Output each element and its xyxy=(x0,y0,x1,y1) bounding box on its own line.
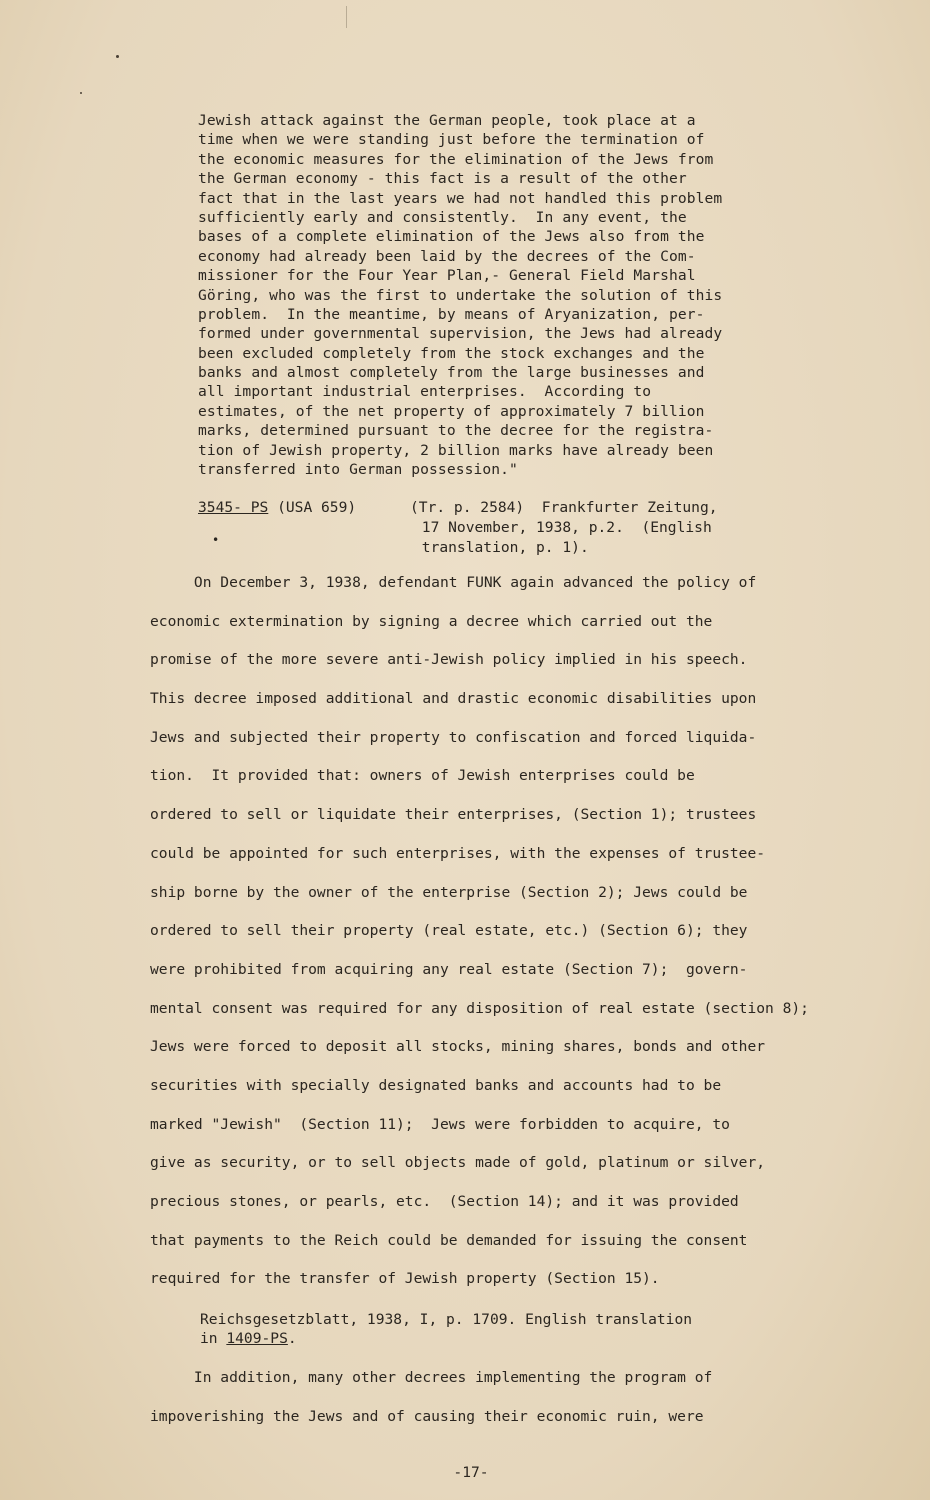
quote-line: sufficiently early and consistently. In any event, the xyxy=(198,208,687,226)
quote-line: time when we were standing just before the termination of xyxy=(198,131,705,149)
ink-speck xyxy=(80,92,82,94)
citation-reference xyxy=(198,498,410,518)
citation-line: Reichsgesetzblatt, 1938, I, p. 1709. English translation xyxy=(200,1311,693,1328)
body-line: Jews and subjected their property to confiscation and forced liquida- xyxy=(150,728,757,746)
body-line: give as security, or to sell objects made of gold, platinum or silver, xyxy=(150,1154,766,1172)
body-line: ship borne by the owner of the enterprise (Section 2); Jews could be xyxy=(150,883,748,901)
quote-line: formed under governmental supervision, the Jews had already xyxy=(198,325,723,343)
quote-line: bases of a complete elimination of the Jews also from the xyxy=(198,228,705,246)
quote-line: the German economy - this fact is a result of the other xyxy=(198,170,687,188)
quote-line: tion of Jewish property, 2 billion marks have already been xyxy=(198,441,714,459)
quote-line: fact that in the last years we had not handled this problem xyxy=(198,189,723,207)
quote-line: marks, determined pursuant to the decree for the registra- xyxy=(198,422,714,440)
body-line: could be appointed for such enterprises, with the expenses of trustee- xyxy=(150,844,766,862)
quote-line: banks and almost completely from the large businesses and xyxy=(198,364,705,382)
quote-line: problem. In the meantime, by means of Aryanization, per- xyxy=(198,305,705,323)
body-line: precious stones, or pearls, etc. (Section 14); and it was provided xyxy=(150,1193,739,1210)
citation-prefix: in xyxy=(200,1330,227,1348)
body-line: required for the transfer of Jewish property (Section 15). xyxy=(150,1270,660,1288)
body-line: securities with specially designated banks and accounts had to be xyxy=(150,1076,722,1094)
document-number: 3545- PS xyxy=(198,499,269,516)
quote-line: the economic measures for the elimination of the Jews from xyxy=(198,150,714,168)
body-line: promise of the more severe anti-Jewish policy implied in his speech. xyxy=(150,651,748,669)
body-line: mental consent was required for any disposition of real estate (section 8); xyxy=(150,999,809,1017)
quote-line: estimates, of the net property of approximately 7 billion xyxy=(198,402,705,420)
page-number: -17- xyxy=(453,1464,489,1481)
citation-block xyxy=(198,498,818,558)
quoted-passage xyxy=(198,111,798,479)
paper-mark xyxy=(346,6,357,28)
body-line: were prohibited from acquiring any real estate (Section 7); govern- xyxy=(150,960,748,978)
body-line: impoverishing the Jews and of causing their economic ruin, were xyxy=(150,1407,704,1425)
quote-line: been excluded completely from the stock exchanges and the xyxy=(198,344,705,362)
body-paragraph xyxy=(150,573,910,1308)
quote-line: Jewish attack against the German people, took place at a xyxy=(198,112,696,129)
body-line: This decree imposed additional and drastic economic disabilities upon xyxy=(150,690,757,708)
body-line: In addition, many other decrees implementing the program of xyxy=(150,1369,713,1386)
citation-source-line: translation, p. 1). xyxy=(290,539,589,556)
citation-line xyxy=(200,1329,820,1348)
exhibit-number: (USA 659) xyxy=(268,499,357,516)
quote-line: missioner for the Four Year Plan,- General Field Marshal xyxy=(198,267,696,285)
citation-suffix: . xyxy=(287,1330,297,1348)
body-line: economic extermination by signing a decree which carried out the xyxy=(150,612,713,630)
ink-speck xyxy=(116,55,119,58)
document-number: 1409-PS xyxy=(226,1330,288,1348)
quote-line: transferred into German possession." xyxy=(198,461,518,479)
body-line: that payments to the Reich could be demanded for issuing the consent xyxy=(150,1231,748,1249)
body-line: ordered to sell or liquidate their enterprises, (Section 1); trustees xyxy=(150,806,757,824)
citation-source-line: (Tr. p. 2584) Frankfurter Zeitung, xyxy=(410,499,718,516)
bullet-mark: • xyxy=(212,533,220,547)
body-line: tion. It provided that: owners of Jewish enterprises could be xyxy=(150,767,695,785)
body-line: On December 3, 1938, defendant FUNK again advanced the policy of xyxy=(150,574,757,591)
secondary-citation xyxy=(200,1310,820,1349)
continuation-paragraph xyxy=(150,1368,910,1445)
body-line: marked "Jewish" (Section 11); Jews were forbidden to acquire, to xyxy=(150,1115,730,1133)
quote-line: economy had already been laid by the decrees of the Com- xyxy=(198,247,696,265)
body-line: ordered to sell their property (real estate, etc.) (Section 6); they xyxy=(150,922,748,940)
quote-line: Göring, who was the first to undertake the solution of this xyxy=(198,286,723,304)
body-line: Jews were forced to deposit all stocks, mining shares, bonds and other xyxy=(150,1038,766,1056)
quote-line: all important industrial enterprises. According to xyxy=(198,383,652,401)
citation-source-line: 17 November, 1938, p.2. (English xyxy=(290,519,712,536)
